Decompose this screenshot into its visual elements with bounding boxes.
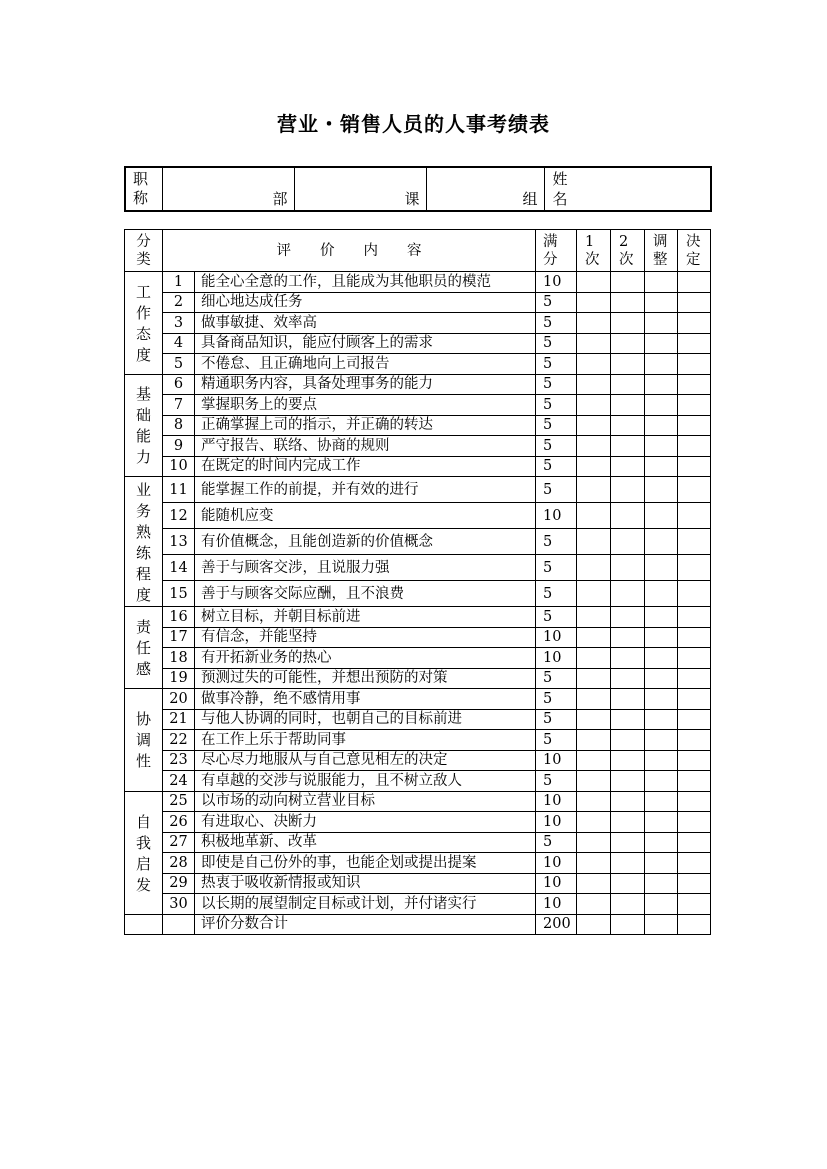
table-row — [125, 333, 711, 354]
second-round-cell[interactable] — [611, 374, 645, 395]
adjust-cell[interactable] — [645, 456, 678, 477]
title-label: 职称 — [125, 167, 162, 211]
adjust-cell[interactable] — [645, 730, 678, 751]
item-number: 8 — [163, 415, 195, 436]
item-text: 有卓越的交涉与说服能力，且不树立敌人 — [195, 771, 536, 792]
second-round-cell[interactable] — [611, 456, 645, 477]
total-decide-cell[interactable] — [678, 914, 711, 934]
decide-cell[interactable] — [678, 832, 711, 853]
item-text: 善于与顾客交涉，且说服力强 — [195, 555, 536, 581]
adjust-cell[interactable] — [645, 503, 678, 529]
item-full-score: 5 — [536, 477, 577, 503]
decide-cell[interactable] — [678, 456, 711, 477]
item-number: 16 — [163, 607, 195, 628]
item-full-score: 5 — [536, 529, 577, 555]
decide-header: 决定 — [678, 230, 711, 272]
table-row — [125, 750, 711, 771]
second-round-cell[interactable] — [611, 555, 645, 581]
item-text: 与他人协调的同时，也朝自己的目标前进 — [195, 709, 536, 730]
item-number: 29 — [163, 873, 195, 894]
second-round-cell[interactable] — [611, 627, 645, 648]
first-round-cell[interactable] — [577, 374, 611, 395]
decide-cell[interactable] — [678, 272, 711, 293]
table-row — [125, 832, 711, 853]
item-text: 细心地达成任务 — [195, 292, 536, 313]
second-round-cell[interactable] — [611, 771, 645, 792]
adjust-cell[interactable] — [645, 648, 678, 669]
item-number: 14 — [163, 555, 195, 581]
evaluation-table — [124, 229, 711, 935]
adjust-cell[interactable] — [645, 333, 678, 354]
second-round-cell[interactable] — [611, 503, 645, 529]
item-full-score: 5 — [536, 456, 577, 477]
table-row — [125, 272, 711, 293]
adjust-cell[interactable] — [645, 415, 678, 436]
table-row — [125, 873, 711, 894]
table-row — [125, 689, 711, 710]
item-number: 24 — [163, 771, 195, 792]
first-round-cell[interactable] — [577, 415, 611, 436]
second-round-header: 2次 — [611, 230, 645, 272]
item-number: 17 — [163, 627, 195, 648]
second-round-cell[interactable] — [611, 333, 645, 354]
adjust-cell[interactable] — [645, 873, 678, 894]
table-row — [125, 456, 711, 477]
table-row — [125, 555, 711, 581]
table-row — [125, 415, 711, 436]
decide-cell[interactable] — [678, 354, 711, 375]
adjust-cell[interactable] — [645, 853, 678, 874]
first-round-cell[interactable] — [577, 832, 611, 853]
total-row-blank — [125, 914, 163, 934]
item-full-score: 5 — [536, 374, 577, 395]
decide-cell[interactable] — [678, 415, 711, 436]
second-round-cell[interactable] — [611, 436, 645, 457]
second-round-cell[interactable] — [611, 791, 645, 812]
table-row — [125, 771, 711, 792]
item-number: 19 — [163, 668, 195, 689]
second-round-cell[interactable] — [611, 873, 645, 894]
department-field[interactable]: 部 — [162, 167, 294, 211]
total-second-cell[interactable] — [611, 914, 645, 934]
first-round-cell[interactable] — [577, 436, 611, 457]
first-round-cell[interactable] — [577, 395, 611, 416]
item-full-score: 5 — [536, 313, 577, 334]
item-text: 有信念，并能坚持 — [195, 627, 536, 648]
item-full-score: 10 — [536, 791, 577, 812]
first-round-header: 1次 — [577, 230, 611, 272]
adjust-cell[interactable] — [645, 709, 678, 730]
item-text: 以长期的展望制定目标或计划，并付诸实行 — [195, 894, 536, 915]
first-round-cell[interactable] — [577, 812, 611, 833]
table-row — [125, 477, 711, 503]
first-round-cell[interactable] — [577, 730, 611, 751]
decide-cell[interactable] — [678, 581, 711, 607]
second-round-cell[interactable] — [611, 689, 645, 710]
first-round-cell[interactable] — [577, 627, 611, 648]
first-round-cell[interactable] — [577, 313, 611, 334]
first-round-cell[interactable] — [577, 354, 611, 375]
item-text: 在工作上乐于帮助同事 — [195, 730, 536, 751]
first-round-cell[interactable] — [577, 292, 611, 313]
adjust-cell[interactable] — [645, 581, 678, 607]
item-full-score: 10 — [536, 750, 577, 771]
adjust-cell[interactable] — [645, 313, 678, 334]
item-full-score: 5 — [536, 832, 577, 853]
page-title: 营业・销售人员的人事考绩表 — [277, 112, 550, 136]
item-full-score: 10 — [536, 812, 577, 833]
first-round-cell[interactable] — [577, 477, 611, 503]
decide-cell[interactable] — [678, 555, 711, 581]
second-round-cell[interactable] — [611, 272, 645, 293]
item-number: 9 — [163, 436, 195, 457]
first-round-cell[interactable] — [577, 873, 611, 894]
item-text: 能随机应变 — [195, 503, 536, 529]
item-number: 11 — [163, 477, 195, 503]
first-round-cell[interactable] — [577, 709, 611, 730]
decide-cell[interactable] — [678, 689, 711, 710]
category-label: 基础能力 — [125, 374, 163, 477]
content-header: 评 价 内 容 — [163, 230, 536, 272]
second-round-cell[interactable] — [611, 812, 645, 833]
decide-cell[interactable] — [678, 771, 711, 792]
first-round-cell[interactable] — [577, 607, 611, 628]
adjust-cell[interactable] — [645, 374, 678, 395]
decide-cell[interactable] — [678, 750, 711, 771]
second-round-cell[interactable] — [611, 853, 645, 874]
decide-cell[interactable] — [678, 395, 711, 416]
category-label: 业务熟练程度 — [125, 477, 163, 607]
adjust-cell[interactable] — [645, 832, 678, 853]
second-round-cell[interactable] — [611, 415, 645, 436]
item-number: 12 — [163, 503, 195, 529]
adjust-cell[interactable] — [645, 627, 678, 648]
decide-cell[interactable] — [678, 627, 711, 648]
group-field[interactable]: 组 — [426, 167, 544, 211]
table-row — [125, 730, 711, 751]
second-round-cell[interactable] — [611, 894, 645, 915]
first-round-cell[interactable] — [577, 272, 611, 293]
item-text: 严守报告、联络、协商的规则 — [195, 436, 536, 457]
item-full-score: 5 — [536, 333, 577, 354]
table-row — [125, 395, 711, 416]
adjust-cell[interactable] — [645, 292, 678, 313]
decide-cell[interactable] — [678, 730, 711, 751]
category-label: 责任感 — [125, 607, 163, 689]
item-full-score: 10 — [536, 503, 577, 529]
table-row — [125, 648, 711, 669]
item-full-score: 10 — [536, 873, 577, 894]
adjust-cell[interactable] — [645, 750, 678, 771]
adjust-cell[interactable] — [645, 894, 678, 915]
item-text: 正确掌握上司的指示，并正确的转达 — [195, 415, 536, 436]
second-round-cell[interactable] — [611, 292, 645, 313]
first-round-cell[interactable] — [577, 668, 611, 689]
table-row — [125, 894, 711, 915]
item-text: 即使是自己份外的事，也能企划或提出提案 — [195, 853, 536, 874]
table-row — [125, 853, 711, 874]
decide-cell[interactable] — [678, 374, 711, 395]
full-score-header: 满分 — [536, 230, 577, 272]
decide-cell[interactable] — [678, 873, 711, 894]
item-number: 15 — [163, 581, 195, 607]
item-text: 树立目标，并朝目标前进 — [195, 607, 536, 628]
table-row — [125, 812, 711, 833]
name-label: 姓名 — [552, 170, 568, 208]
item-number: 30 — [163, 894, 195, 915]
item-text: 有价值概念，且能创造新的价值概念 — [195, 529, 536, 555]
item-text: 善于与顾客交际应酬，且不浪费 — [195, 581, 536, 607]
decide-cell[interactable] — [678, 607, 711, 628]
adjust-cell[interactable] — [645, 812, 678, 833]
item-number: 23 — [163, 750, 195, 771]
name-field[interactable] — [544, 167, 711, 211]
second-round-cell[interactable] — [611, 668, 645, 689]
first-round-cell[interactable] — [577, 503, 611, 529]
first-round-cell[interactable] — [577, 333, 611, 354]
table-row — [125, 503, 711, 529]
item-text: 在既定的时间内完成工作 — [195, 456, 536, 477]
item-full-score: 5 — [536, 607, 577, 628]
item-number: 3 — [163, 313, 195, 334]
table-row — [125, 709, 711, 730]
table-row — [125, 313, 711, 334]
item-number: 18 — [163, 648, 195, 669]
second-round-cell[interactable] — [611, 354, 645, 375]
decide-cell[interactable] — [678, 292, 711, 313]
decide-cell[interactable] — [678, 477, 711, 503]
first-round-cell[interactable] — [577, 771, 611, 792]
first-round-cell[interactable] — [577, 791, 611, 812]
category-label: 协调性 — [125, 689, 163, 792]
table-row — [125, 791, 711, 812]
adjust-cell[interactable] — [645, 668, 678, 689]
item-text: 有进取心、决断力 — [195, 812, 536, 833]
adjust-cell[interactable] — [645, 272, 678, 293]
first-round-cell[interactable] — [577, 529, 611, 555]
item-full-score: 10 — [536, 894, 577, 915]
item-number: 13 — [163, 529, 195, 555]
second-round-cell[interactable] — [611, 581, 645, 607]
total-row-blank — [163, 914, 195, 934]
item-text: 具备商品知识，能应付顾客上的需求 — [195, 333, 536, 354]
item-full-score: 5 — [536, 689, 577, 710]
first-round-cell[interactable] — [577, 555, 611, 581]
adjust-cell[interactable] — [645, 395, 678, 416]
second-round-cell[interactable] — [611, 709, 645, 730]
item-number: 5 — [163, 354, 195, 375]
second-round-cell[interactable] — [611, 395, 645, 416]
table-row — [125, 607, 711, 628]
item-text: 能掌握工作的前提，并有效的进行 — [195, 477, 536, 503]
adjust-cell[interactable] — [645, 607, 678, 628]
first-round-cell[interactable] — [577, 750, 611, 771]
item-text: 不倦怠、且正确地向上司报告 — [195, 354, 536, 375]
item-full-score: 5 — [536, 555, 577, 581]
item-text: 尽心尽力地服从与自己意见相左的决定 — [195, 750, 536, 771]
first-round-cell[interactable] — [577, 581, 611, 607]
second-round-cell[interactable] — [611, 648, 645, 669]
adjust-cell[interactable] — [645, 477, 678, 503]
item-number: 27 — [163, 832, 195, 853]
item-full-score: 10 — [536, 627, 577, 648]
item-text: 预测过失的可能性，并想出预防的对策 — [195, 668, 536, 689]
table-row — [125, 668, 711, 689]
item-number: 28 — [163, 853, 195, 874]
item-full-score: 10 — [536, 853, 577, 874]
item-text: 精通职务内容，具备处理事务的能力 — [195, 374, 536, 395]
item-text: 热衷于吸收新情报或知识 — [195, 873, 536, 894]
decide-cell[interactable] — [678, 791, 711, 812]
category-header: 分类 — [125, 230, 163, 272]
total-first-cell[interactable] — [577, 914, 611, 934]
total-score: 200 — [536, 914, 577, 934]
item-full-score: 5 — [536, 436, 577, 457]
decide-cell[interactable] — [678, 313, 711, 334]
item-full-score: 5 — [536, 730, 577, 751]
first-round-cell[interactable] — [577, 689, 611, 710]
item-text: 掌握职务上的要点 — [195, 395, 536, 416]
decide-cell[interactable] — [678, 529, 711, 555]
item-number: 7 — [163, 395, 195, 416]
item-full-score: 5 — [536, 668, 577, 689]
decide-cell[interactable] — [678, 709, 711, 730]
item-number: 20 — [163, 689, 195, 710]
item-number: 21 — [163, 709, 195, 730]
adjust-cell[interactable] — [645, 436, 678, 457]
category-label: 自我启发 — [125, 791, 163, 914]
adjust-cell[interactable] — [645, 771, 678, 792]
item-number: 1 — [163, 272, 195, 293]
second-round-cell[interactable] — [611, 607, 645, 628]
decide-cell[interactable] — [678, 503, 711, 529]
adjust-header: 调整 — [645, 230, 678, 272]
first-round-cell[interactable] — [577, 853, 611, 874]
table-row — [125, 627, 711, 648]
total-label: 评价分数合计 — [195, 914, 536, 934]
decide-cell[interactable] — [678, 436, 711, 457]
table-row — [125, 354, 711, 375]
item-full-score: 5 — [536, 415, 577, 436]
item-full-score: 5 — [536, 709, 577, 730]
item-full-score: 5 — [536, 292, 577, 313]
item-number: 22 — [163, 730, 195, 751]
table-row — [125, 374, 711, 395]
item-full-score: 10 — [536, 648, 577, 669]
item-number: 4 — [163, 333, 195, 354]
item-full-score: 5 — [536, 581, 577, 607]
second-round-cell[interactable] — [611, 730, 645, 751]
item-text: 做事冷静，绝不感情用事 — [195, 689, 536, 710]
item-text: 做事敏捷、效率高 — [195, 313, 536, 334]
item-text: 有开拓新业务的热心 — [195, 648, 536, 669]
second-round-cell[interactable] — [611, 477, 645, 503]
item-full-score: 10 — [536, 272, 577, 293]
item-full-score: 5 — [536, 354, 577, 375]
table-row — [125, 436, 711, 457]
table-row — [125, 292, 711, 313]
category-label: 工作态度 — [125, 272, 163, 375]
first-round-cell[interactable] — [577, 894, 611, 915]
second-round-cell[interactable] — [611, 529, 645, 555]
adjust-cell[interactable] — [645, 791, 678, 812]
section-field[interactable]: 课 — [294, 167, 426, 211]
item-number: 25 — [163, 791, 195, 812]
employee-info-table — [124, 166, 712, 212]
decide-cell[interactable] — [678, 853, 711, 874]
second-round-cell[interactable] — [611, 750, 645, 771]
decide-cell[interactable] — [678, 668, 711, 689]
decide-cell[interactable] — [678, 333, 711, 354]
decide-cell[interactable] — [678, 648, 711, 669]
first-round-cell[interactable] — [577, 648, 611, 669]
item-text: 能全心全意的工作，且能成为其他职员的模范 — [195, 272, 536, 293]
second-round-cell[interactable] — [611, 832, 645, 853]
item-full-score: 5 — [536, 395, 577, 416]
item-number: 10 — [163, 456, 195, 477]
item-text: 积极地革新、改革 — [195, 832, 536, 853]
first-round-cell[interactable] — [577, 456, 611, 477]
item-number: 2 — [163, 292, 195, 313]
total-adjust-cell[interactable] — [645, 914, 678, 934]
item-text: 以市场的动向树立营业目标 — [195, 791, 536, 812]
table-row — [125, 529, 711, 555]
adjust-cell[interactable] — [645, 689, 678, 710]
item-number: 6 — [163, 374, 195, 395]
adjust-cell[interactable] — [645, 555, 678, 581]
second-round-cell[interactable] — [611, 313, 645, 334]
adjust-cell[interactable] — [645, 354, 678, 375]
decide-cell[interactable] — [678, 894, 711, 915]
decide-cell[interactable] — [678, 812, 711, 833]
item-full-score: 5 — [536, 771, 577, 792]
adjust-cell[interactable] — [645, 529, 678, 555]
item-number: 26 — [163, 812, 195, 833]
table-row — [125, 581, 711, 607]
